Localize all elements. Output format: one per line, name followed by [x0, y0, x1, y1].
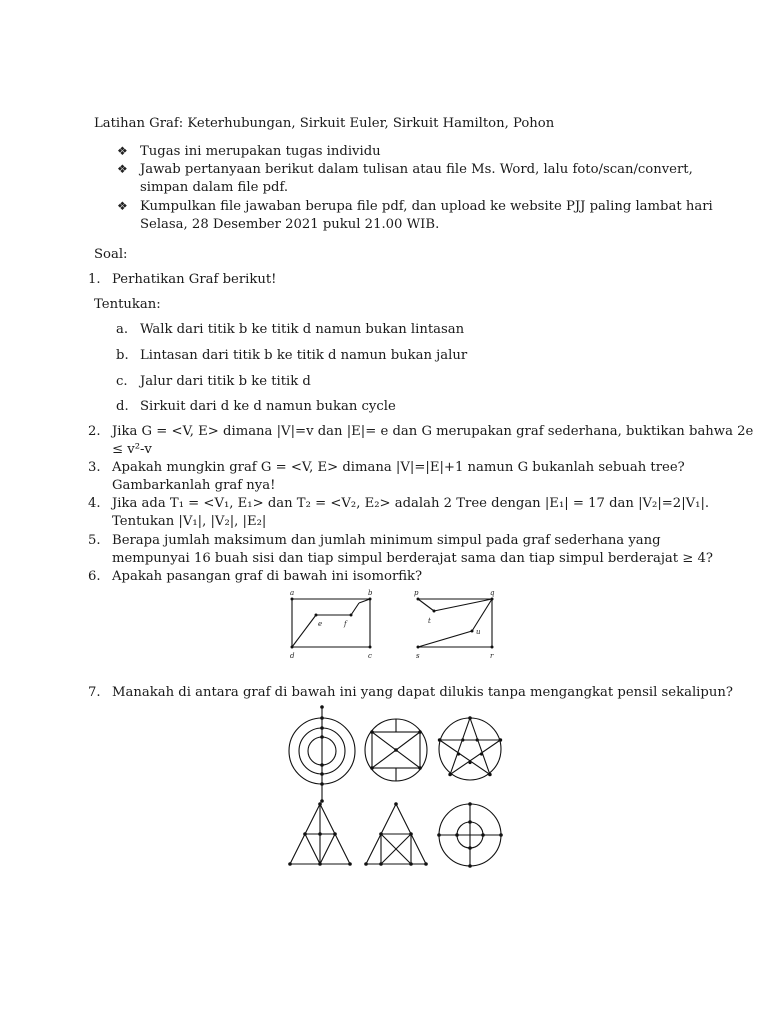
vertex-label: c: [368, 652, 372, 660]
question-number: 6.: [88, 569, 101, 584]
question-number: 4.: [88, 496, 101, 511]
vertex-label: q: [490, 589, 495, 597]
question-6-text: Apakah pasangan graf di bawah ini isomorfik?: [112, 569, 423, 584]
vertex-label: b: [368, 589, 373, 597]
sub-question-mark: b.: [116, 348, 129, 363]
sub-question-d: Sirkuit dari d ke d namun bukan cycle: [140, 399, 396, 414]
diamond-bullet-icon: ❖: [117, 144, 128, 158]
vertex-label: e: [318, 620, 323, 628]
vertex-label: r: [490, 652, 494, 660]
drawing-graph-triangle-subdivided: [284, 800, 356, 870]
question-5-line-2: mempunyai 16 buah sisi dan tiap simpul berderajat sama dan tiap simpul berderajat ≥ 4?: [112, 551, 713, 566]
sub-question-c: Jalur dari titik b ke titik d: [140, 374, 311, 389]
vertex-label: p: [414, 589, 419, 597]
question-1-text: Perhatikan Graf berikut!: [112, 272, 277, 287]
sub-question-mark: a.: [116, 322, 129, 337]
bullet-2-line-1: Jawab pertanyaan berikut dalam tulisan atau file Ms. Word, lalu foto/scan/convert,: [140, 162, 693, 177]
bullet-2-line-2: simpan dalam file pdf.: [140, 180, 289, 195]
page-title: Latihan Graf: Keterhubungan, Sirkuit Euler, Sirkuit Hamilton, Pohon: [94, 116, 555, 131]
diamond-bullet-icon: ❖: [117, 162, 128, 176]
sub-question-b: Lintasan dari titik b ke titik d namun bukan jalur: [140, 348, 468, 363]
vertex-label: d: [290, 652, 295, 660]
sub-question-a: Walk dari titik b ke titik d namun bukan lintasan: [140, 322, 465, 337]
sub-question-mark: c.: [116, 374, 128, 389]
vertex-label: s: [416, 652, 420, 660]
question-number: 3.: [88, 460, 101, 475]
question-3-line-2: Gambarkanlah graf nya!: [112, 478, 276, 493]
diamond-bullet-icon: ❖: [117, 199, 128, 213]
question-number: 1.: [88, 272, 101, 287]
drawing-graph-concentric-circles: [284, 704, 360, 804]
isomorphism-graph-left: [284, 590, 380, 662]
question-number: 2.: [88, 424, 101, 439]
vertex-label: f: [344, 620, 347, 628]
question-7-text: Manakah di antara graf di bawah ini yang dapat dilukis tanpa mengangkat pensil sekalipun?: [112, 685, 733, 700]
question-5-line-1: Berapa jumlah maksimum dan jumlah minimum simpul pada graf sederhana yang: [112, 533, 661, 548]
soal-label: Soal:: [94, 247, 128, 262]
bullet-3-line-1: Kumpulkan file jawaban berupa file pdf, dan upload ke website PJJ paling lambat hari: [140, 199, 713, 214]
bullet-3-line-2: Selasa, 28 Desember 2021 pukul 21.00 WIB.: [140, 217, 440, 232]
bullet-1-text: Tugas ini merupakan tugas individu: [140, 144, 381, 159]
drawing-graph-triangle-with-square: [360, 800, 432, 870]
question-2-line-1: Jika G = <V, E> dimana |V|=v dan |E|= e dan G merupakan graf sederhana, buktikan bahwa 2e: [112, 424, 754, 439]
drawing-graph-circles-crosshair: [436, 800, 504, 870]
question-number: 5.: [88, 533, 101, 548]
question-4-line-1: Jika ada T₁ = <V₁, E₁> dan T₂ = <V₂, E₂> adalah 2 Tree dengan |E₁| = 17 dan |V₂|=2|V₁|.: [112, 496, 710, 511]
question-2-line-2: ≤ v²-v: [112, 442, 152, 457]
vertex-label: a: [290, 589, 295, 597]
question-3-line-1: Apakah mungkin graf G = <V, E> dimana |V|=|E|+1 namun G bukanlah sebuah tree?: [112, 460, 685, 475]
sub-question-mark: d.: [116, 399, 129, 414]
vertex-label: u: [476, 628, 481, 636]
drawing-graph-pentagram-in-circle: [436, 713, 504, 783]
isomorphism-graph-right: [408, 590, 500, 662]
tentukan-label: Tentukan:: [94, 297, 161, 312]
vertex-label: t: [428, 617, 431, 625]
drawing-graph-rectangle-in-circle: [362, 716, 430, 784]
question-4-line-2: Tentukan |V₁|, |V₂|, |E₂|: [112, 514, 267, 529]
question-number: 7.: [88, 685, 101, 700]
